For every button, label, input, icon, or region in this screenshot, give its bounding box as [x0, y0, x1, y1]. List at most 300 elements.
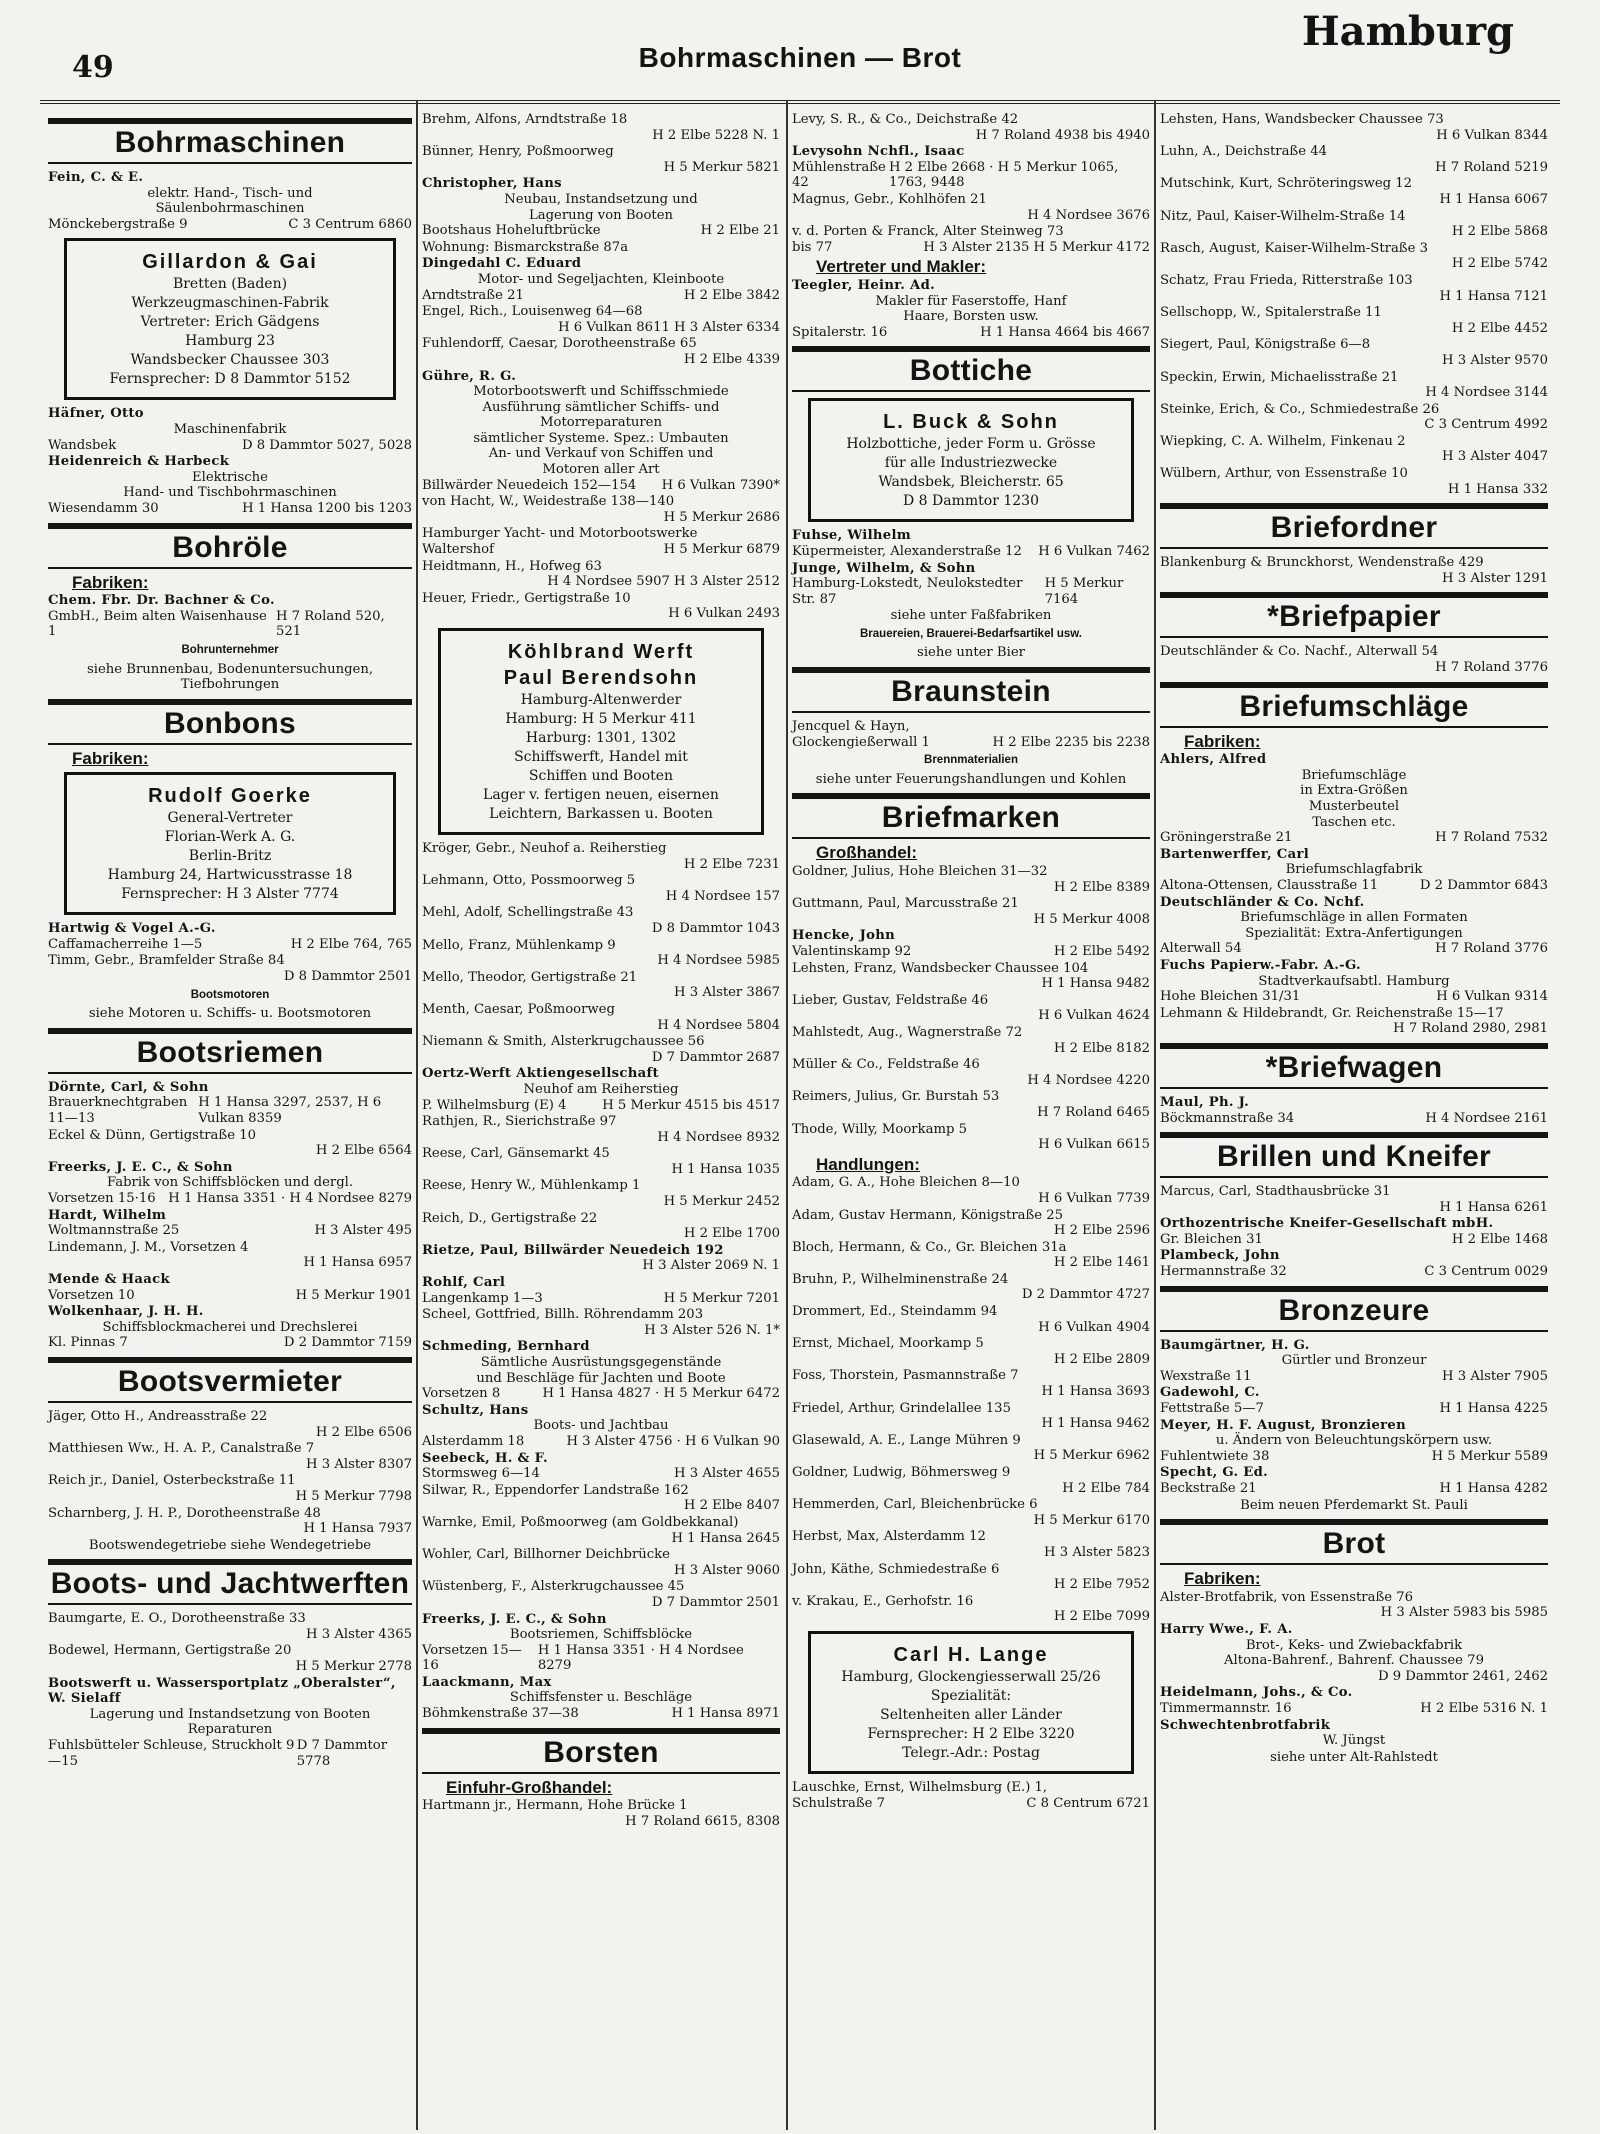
entry-address-row	[792, 1008, 1150, 1024]
entry-phone: H 5 Merkur 6962	[1033, 1448, 1150, 1464]
entry-phone: D 8 Dammtor 2501	[283, 969, 412, 985]
entry-address-row	[1160, 224, 1548, 240]
directory-entry	[1160, 466, 1548, 497]
entry-address: Beckstraße 21	[1160, 1481, 1257, 1496]
directory-entry	[422, 559, 780, 590]
directory-entry	[1160, 1590, 1548, 1621]
entry-description: Motoren aller Art	[542, 462, 660, 478]
entry-address-row	[792, 1384, 1150, 1400]
entry-name: Teegler, Heinr. Ad.	[792, 277, 935, 293]
entry-address-row	[1160, 289, 1548, 305]
entry-address-row	[48, 1143, 412, 1159]
entry-phone: H 1 Hansa 7121	[1439, 288, 1548, 304]
advertisement-line: Fernsprecher: D 8 Dammtor 5152	[109, 371, 351, 388]
directory-entry	[792, 864, 1150, 895]
entry-address-row	[48, 1335, 412, 1351]
subheading: Großhandel:	[816, 843, 918, 863]
entry-phone: H 2 Elbe 8389	[1053, 879, 1150, 895]
cross-reference-note: siehe unter Faßfabriken	[890, 608, 1052, 624]
entry-phone: D 2 Dammtor 6843	[1419, 877, 1548, 893]
entry-name: John, Käthe, Schmiedestraße 6	[792, 1561, 1000, 1577]
section-rule	[1160, 726, 1548, 728]
entry-name: Plambeck, John	[1160, 1248, 1280, 1264]
entry-description: Bootsriemen, Schiffsblöcke	[509, 1627, 693, 1643]
entry-address-row	[422, 1130, 780, 1146]
directory-entry	[1160, 1418, 1548, 1465]
entry-phone: H 1 Hansa 3351 · H 4 Nordsee 8279	[168, 1191, 412, 1206]
directory-entry	[1160, 1095, 1548, 1126]
cross-reference-note: Beim neuen Pferdemarkt St. Pauli	[1240, 1497, 1468, 1513]
section-heading	[48, 1357, 412, 1403]
section-title: *Briefpapier	[1267, 600, 1441, 634]
directory-entry	[792, 1208, 1150, 1239]
directory-entry	[1160, 1685, 1548, 1716]
entry-description: Briefumschläge in allen Formaten	[1240, 910, 1468, 926]
entry-address: Vorsetzen 15·16	[48, 1191, 156, 1206]
entry-address-row	[422, 1194, 780, 1210]
section-rule	[792, 711, 1150, 713]
directory-entry	[792, 192, 1150, 223]
entry-phone: H 2 Elbe 1468	[1451, 1231, 1548, 1247]
entry-address-row	[422, 128, 780, 144]
entry-address-row	[1160, 1449, 1548, 1465]
entry-description: Taschen etc.	[1312, 814, 1396, 830]
entry-address-row	[792, 912, 1150, 928]
entry-address-row	[422, 1563, 780, 1579]
entry-name: Guttmann, Paul, Marcusstraße 21	[792, 896, 1019, 912]
section-heading	[1160, 1043, 1548, 1089]
entry-phone: H 4 Nordsee 5907 H 3 Alster 2512	[547, 574, 780, 590]
entry-phone: H 2 Elbe 764, 765	[290, 936, 412, 952]
entry-address-row	[422, 1050, 780, 1066]
entry-phone: H 2 Elbe 784	[1062, 1480, 1150, 1496]
directory-entry	[422, 369, 780, 494]
entry-name: Menth, Caesar, Poßmoorweg	[422, 1001, 615, 1017]
entry-address: Timmermannstr. 16	[1160, 1700, 1292, 1716]
entry-name: Hencke, John	[792, 928, 895, 944]
entry-description: Maschinenfabrik	[173, 421, 287, 437]
entry-phone: H 5 Merkur 6170	[1033, 1512, 1150, 1528]
directory-entry	[792, 1780, 1150, 1811]
entry-address-row	[422, 542, 780, 558]
section-rule	[792, 390, 1150, 392]
advertisement-line: Berlin-Britz	[188, 848, 272, 865]
entry-name: Christopher, Hans	[422, 176, 562, 192]
entry-description: Makler für Faserstoffe, Hanf	[875, 293, 1067, 309]
entry-address-row	[792, 944, 1150, 960]
section-heading	[1160, 682, 1548, 728]
directory-entry	[48, 953, 412, 984]
entry-address-row	[1160, 417, 1548, 433]
advertisement-line: Telegr.-Adr.: Postag	[902, 1744, 1040, 1761]
directory-entry	[792, 719, 1150, 750]
entry-phone: H 5 Merkur 2778	[295, 1659, 412, 1675]
advertisement-line: Seltenheiten aller Länder	[880, 1706, 1062, 1723]
advertisement-box	[64, 772, 396, 915]
entry-name: Drommert, Ed., Steindamm 94	[792, 1304, 998, 1320]
entry-phone: H 6 Vulkan 8344	[1436, 127, 1548, 143]
entry-name: Harry Wwe., F. A.	[1160, 1621, 1293, 1637]
entry-address-row	[1160, 449, 1548, 465]
entry-address-row	[48, 501, 412, 517]
entry-name: Dingedahl C. Eduard	[422, 256, 582, 272]
entry-name: Dörnte, Carl, & Sohn	[48, 1079, 209, 1095]
entry-phone: H 3 Alster 1291	[1442, 570, 1548, 586]
section-title: Brot	[1322, 1527, 1386, 1561]
section-heading	[1160, 1286, 1548, 1332]
entry-phone: H 2 Elbe 5492	[1053, 944, 1150, 959]
section-rule	[1160, 1286, 1548, 1292]
entry-description: Neuhof am Reiherstieg	[523, 1081, 679, 1097]
directory-entry	[422, 1307, 780, 1338]
entry-address-row	[422, 1386, 780, 1402]
entry-address-row	[792, 1796, 1150, 1812]
entry-phone: H 2 Elbe 3842	[683, 287, 780, 303]
entry-address-row	[1160, 353, 1548, 369]
entry-phone: H 7 Roland 3776	[1435, 941, 1548, 957]
directory-entry	[792, 1368, 1150, 1399]
entry-address: Wexstraße 11	[1160, 1368, 1252, 1384]
advertisement-line: Holzbottiche, jeder Form u. Grösse	[846, 436, 1096, 453]
section-title: Bohrmaschinen	[114, 126, 346, 159]
directory-entry	[792, 561, 1150, 608]
entry-phone: C 8 Centrum 6721	[1026, 1795, 1150, 1811]
directory-entry	[422, 494, 780, 525]
entry-address-row	[1160, 830, 1548, 846]
directory-entry	[792, 1465, 1150, 1496]
entry-address: P. Wilhelmsburg (E) 4	[422, 1097, 567, 1113]
entry-address-row	[48, 1255, 412, 1271]
entry-name: Niemann & Smith, Alsterkrugchaussee 56	[422, 1034, 705, 1050]
section-rule	[48, 1559, 412, 1565]
entry-phone: H 3 Alster 5823	[1044, 1544, 1150, 1560]
section-rule	[1160, 1563, 1548, 1565]
subheading: Vertreter und Makler:	[816, 257, 987, 277]
entry-name: Orthozentrische Kneifer-Gesellschaft mbH.	[1160, 1216, 1494, 1232]
directory-column-2	[420, 112, 782, 2122]
entry-address-row	[1160, 1669, 1548, 1685]
entry-address-row	[792, 240, 1150, 256]
entry-name: Schmeding, Bernhard	[422, 1339, 590, 1355]
advertisement-line: Werkzeugmaschinen-Fabrik	[131, 295, 329, 312]
entry-name: Hartmann jr., Hermann, Hohe Brücke 1	[422, 1798, 688, 1814]
entry-address: Fuhlentwiete 38	[1160, 1448, 1270, 1464]
entry-address-row	[792, 976, 1150, 992]
entry-address-row	[422, 1098, 780, 1114]
subheading: Fabriken:	[1184, 1569, 1261, 1589]
entry-phone: H 1 Hansa 1200 bis 1203	[242, 500, 412, 516]
entry-phone: H 7 Roland 520, 521	[275, 608, 385, 640]
entry-name: Müller & Co., Feldstraße 46	[792, 1057, 980, 1073]
directory-entry	[792, 1529, 1150, 1560]
entry-address-row	[792, 1481, 1150, 1497]
entry-address: Bootshaus Hoheluftbrücke	[422, 223, 601, 239]
section-rule	[1160, 682, 1548, 688]
directory-entry	[792, 1122, 1150, 1153]
section-heading	[792, 346, 1150, 392]
entry-name: Rietze, Paul, Billwärder Neuedeich 192	[422, 1242, 724, 1258]
entry-phone: H 1 Hansa 3297, 2537, H 6 Vulkan 8359	[198, 1095, 382, 1127]
advertisement-line: Florian-Werk A. G.	[164, 829, 296, 846]
advertisement-line: Leichtern, Barkassen u. Booten	[489, 806, 713, 822]
section-heading	[48, 699, 412, 745]
entry-address-row	[792, 1320, 1150, 1336]
section-rule	[1160, 1087, 1548, 1089]
entry-address-row	[422, 953, 780, 969]
entry-address: Fuhlsbütteler Schleuse, Struckholt 9—15	[48, 1738, 295, 1769]
section-title: *Briefwagen	[1265, 1050, 1443, 1084]
directory-entry	[48, 1240, 412, 1271]
running-title: Bohrmaschinen — Brot	[638, 42, 962, 73]
subheading: Fabriken:	[72, 748, 149, 768]
directory-entry	[792, 1175, 1150, 1206]
section-heading	[422, 1728, 780, 1774]
entry-phone: D 9 Dammtor 2461, 2462	[1377, 1668, 1548, 1684]
entry-description: Musterbeutel	[1308, 799, 1400, 814]
column-divider	[416, 100, 418, 2130]
entry-phone: H 3 Alster 4655	[674, 1466, 780, 1482]
entry-address-row	[792, 1105, 1150, 1121]
entry-phone: H 1 Hansa 6261	[1439, 1199, 1548, 1215]
entry-name: Hemmerden, Carl, Bleichenbrücke 6	[792, 1497, 1038, 1513]
directory-entry	[48, 1409, 412, 1440]
entry-phone: H 6 Vulkan 4624	[1038, 1008, 1150, 1024]
entry-phone: H 2 Elbe 2235 bis 2238	[992, 734, 1150, 750]
entry-phone: H 3 Alster 4756 · H 6 Vulkan 90	[566, 1433, 780, 1449]
cross-reference-heading: Bohrunternehmer	[181, 643, 279, 656]
entry-name: Steinke, Erich, & Co., Schmiedestraße 26	[1160, 401, 1440, 417]
directory-entry	[422, 841, 780, 872]
entry-phone: H 7 Roland 6465	[1037, 1104, 1150, 1120]
entry-description: Reparaturen	[187, 1722, 273, 1738]
directory-entry	[422, 1675, 780, 1722]
entry-phone: H 5 Merkur 7164	[1044, 576, 1124, 607]
entry-description: Neubau, Instandsetzung und	[504, 191, 698, 207]
entry-address-row	[792, 1137, 1150, 1153]
entry-name: Luhn, A., Deichstraße 44	[1160, 144, 1328, 160]
cross-reference-note: Bootswendegetriebe siehe Wendegetriebe	[88, 1537, 372, 1553]
entry-address-row	[1160, 1021, 1548, 1037]
directory-entry	[1160, 958, 1548, 1005]
entry-phone: H 1 Hansa 8971	[671, 1706, 780, 1722]
entry-address-row	[422, 889, 780, 905]
entry-address: Hamburg-Lokstedt, Neulokstedter Str. 87	[792, 576, 1023, 607]
section-rule	[48, 118, 412, 124]
entry-name: Reich, D., Gertigstraße 22	[422, 1210, 598, 1226]
entry-address-row	[1160, 1481, 1548, 1497]
entry-address-row	[48, 217, 412, 233]
section-heading	[48, 1028, 412, 1074]
entry-address-row	[422, 1018, 780, 1034]
entry-address-row	[48, 609, 412, 640]
entry-address: Vorsetzen 10	[48, 1287, 135, 1303]
directory-entry	[792, 961, 1150, 992]
entry-address: Alterwall 54	[1160, 941, 1242, 957]
entry-address: Spitalerstr. 16	[792, 324, 888, 340]
entry-phone: H 1 Hansa 4827 · H 5 Merkur 6472	[542, 1386, 780, 1402]
directory-entry	[792, 1240, 1150, 1271]
entry-name: Thode, Willy, Moorkamp 5	[792, 1121, 967, 1137]
section-rule	[1160, 1330, 1548, 1332]
entry-name: Lehmann, Otto, Possmoorweg 5	[422, 873, 636, 889]
section-title: Briefordner	[1270, 511, 1438, 545]
entry-phone: H 1 Hansa 332	[1447, 481, 1548, 497]
directory-entry	[792, 1336, 1150, 1367]
entry-name: Adam, Gustav Hermann, Königstraße 25	[792, 1207, 1064, 1223]
entry-address-row	[422, 1531, 780, 1547]
entry-phone: H 1 Hansa 3693	[1041, 1384, 1150, 1400]
entry-address-row	[792, 1255, 1150, 1271]
entry-name: Häfner, Otto	[48, 406, 144, 422]
advertisement-line: Lager v. fertigen neuen, eisernen	[483, 787, 719, 803]
entry-phone: H 2 Elbe 5868	[1451, 224, 1548, 240]
directory-entry	[1160, 1385, 1548, 1416]
entry-address: Vorsetzen 8	[422, 1386, 501, 1402]
entry-address-row	[422, 1814, 780, 1830]
directory-entry	[792, 896, 1150, 927]
directory-entry	[48, 1080, 412, 1127]
entry-name: Freerks, J. E. C., & Sohn	[48, 1159, 233, 1175]
entry-address: Schulstraße 7	[792, 1795, 886, 1811]
cross-reference-note: siehe unter Feuerungshandlungen und Kohlen	[815, 771, 1127, 787]
entry-name: Oertz-Werft Aktiengesellschaft	[422, 1066, 659, 1082]
entry-name: Magnus, Gebr., Kohlhöfen 21	[792, 191, 987, 207]
entry-address-row	[422, 1323, 780, 1339]
entry-address-row	[1160, 941, 1548, 957]
entry-address-row	[48, 1659, 412, 1675]
entry-phone: H 7 Roland 2980, 2981	[1393, 1021, 1548, 1037]
entry-phone: H 3 Alster 5983 bis 5985	[1380, 1605, 1548, 1621]
entry-name: Bootswerft u. Wassersportplatz „Oberalster“, W. Sielaff	[48, 1675, 396, 1707]
entry-address-row	[792, 1416, 1150, 1432]
section-heading	[1160, 1519, 1548, 1565]
directory-entry	[422, 1483, 780, 1514]
entry-description: Sämtliche Ausrüstungsgegenstände	[480, 1355, 722, 1370]
entry-description: in Extra-Größen	[1300, 783, 1408, 799]
directory-entry	[422, 1034, 780, 1065]
entry-description: Motor- und Segeljachten, Kleinboote	[477, 271, 725, 287]
directory-entry	[422, 176, 780, 238]
entry-phone: H 5 Merkur 6879	[663, 542, 780, 558]
entry-address-row	[792, 576, 1150, 607]
entry-name: Fuchs Papierw.-Fabr. A.-G.	[1160, 957, 1361, 973]
advertisement-line: Schiffen und Booten	[528, 768, 674, 784]
entry-name: Jäger, Otto H., Andreasstraße 22	[48, 1408, 268, 1424]
directory-entry	[422, 1146, 780, 1177]
entry-description: Altona-Bahrenf., Bahrenf. Chaussee 79	[1224, 1653, 1484, 1669]
entry-name: Herbst, Max, Alsterdamm 12	[792, 1529, 986, 1545]
entry-address-row	[422, 857, 780, 873]
entry-name: Reese, Carl, Gänsemarkt 45	[422, 1146, 610, 1162]
directory-entry	[48, 1611, 412, 1642]
entry-phone: H 1 Hansa 3351 · H 4 Nordsee 8279	[537, 1642, 744, 1674]
section-rule	[1160, 1176, 1548, 1178]
entry-address-row	[792, 128, 1150, 144]
entry-name: v. d. Porten & Franck, Alter Steinweg 73	[792, 224, 1064, 240]
entry-phone: H 1 Hansa 9482	[1041, 976, 1150, 992]
entry-name: Bartenwerffer, Carl	[1160, 846, 1310, 862]
entry-name: Rohlf, Carl	[422, 1275, 506, 1291]
entry-address-row	[48, 937, 412, 953]
entry-phone: H 2 Elbe 7952	[1053, 1577, 1150, 1593]
entry-name: Wolkenhaar, J. H. H.	[48, 1304, 204, 1320]
directory-entry	[1160, 1465, 1548, 1496]
subheading: Fabriken:	[72, 572, 149, 592]
entry-name: Schatz, Frau Frieda, Ritterstraße 103	[1160, 272, 1413, 288]
directory-entry	[1160, 1006, 1548, 1037]
directory-entry	[422, 1798, 780, 1829]
directory-entry	[422, 970, 780, 1001]
entry-name: Bruhn, P., Wilhelminenstraße 24	[792, 1271, 1009, 1287]
entry-phone: H 1 Hansa 1035	[671, 1161, 780, 1177]
section-heading	[48, 1559, 412, 1605]
entry-name: Timm, Gebr., Bramfelder Straße 84	[48, 953, 285, 969]
advertisement-line: Hamburg-Altenwerder	[520, 692, 682, 708]
entry-name: Maul, Ph. J.	[1160, 1094, 1250, 1110]
entry-phone: H 3 Alster 2135 H 5 Merkur 4172	[923, 239, 1150, 255]
entry-name: Adam, G. A., Hohe Bleichen 8—10	[792, 1175, 1020, 1191]
entry-address: Wandsbek	[48, 437, 117, 453]
advertisement-line: Wandsbecker Chaussee 303	[130, 352, 330, 369]
entry-address: Glockengießerwall 1	[792, 734, 930, 750]
entry-name: Lieber, Gustav, Feldstraße 46	[792, 992, 989, 1008]
advertisement-line: Carl H. Lange	[893, 1643, 1049, 1666]
directory-entry	[422, 1579, 780, 1610]
entry-name: Reich jr., Daniel, Osterbeckstraße 11	[48, 1473, 296, 1489]
entry-address-row	[1160, 1401, 1548, 1417]
directory-entry	[1160, 1216, 1548, 1247]
entry-description: Gürtler und Bronzeur	[1281, 1353, 1427, 1369]
entry-phone: D 8 Dammtor 1043	[651, 920, 780, 936]
entry-name: Ahlers, Alfred	[1160, 752, 1267, 768]
entry-phone: H 6 Vulkan 7462	[1038, 543, 1150, 559]
entry-address-row	[1160, 385, 1548, 401]
header-rule	[40, 100, 1560, 104]
directory-entry	[792, 1025, 1150, 1056]
entry-address: Küpermeister, Alexanderstraße 12	[792, 543, 1022, 559]
directory-entry	[422, 144, 780, 175]
entry-phone: H 2 Elbe 5316 N. 1	[1420, 1700, 1548, 1716]
entry-address: Böhmkenstraße 37—38	[422, 1706, 579, 1722]
directory-entry	[422, 336, 780, 367]
entry-address: Alsterdamm 18	[422, 1433, 525, 1449]
city-title: Hamburg	[1301, 8, 1514, 55]
entry-phone: D 8 Dammtor 5027, 5028	[241, 437, 412, 453]
advertisement-line: für alle Industriezwecke	[884, 455, 1058, 472]
entry-name: Wohnung: Bismarckstraße 87a	[422, 239, 629, 255]
entry-name: Fuhlendorff, Caesar, Dorotheenstraße 65	[422, 336, 697, 352]
directory-entry	[792, 1089, 1150, 1120]
advertisement-line: L. Buck & Sohn	[883, 411, 1059, 434]
section-rule	[792, 837, 1150, 839]
advertisement-box	[808, 398, 1134, 522]
section-title: Bottiche	[909, 354, 1033, 388]
entry-address-row	[422, 1226, 780, 1242]
entry-address: Gr. Bleichen 31	[1160, 1231, 1263, 1247]
section-heading	[48, 523, 412, 569]
entry-phone: H 2 Elbe 5742	[1451, 256, 1548, 272]
entry-name: Lauschke, Ernst, Wilhelmsburg (E.) 1,	[792, 1779, 1048, 1795]
entry-phone: H 7 Roland 7532	[1435, 830, 1548, 846]
entry-description: An- und Verkauf von Schiffen und	[488, 446, 714, 462]
section-rule	[48, 1357, 412, 1363]
entry-phone: H 5 Merkur 1901	[295, 1287, 412, 1303]
entry-phone: D 2 Dammtor 4727	[1021, 1287, 1150, 1303]
entry-name: von Hacht, W., Weidestraße 138—140	[422, 494, 675, 510]
entry-address-row	[1160, 321, 1548, 337]
advertisement-box	[64, 238, 396, 400]
entry-name: Deutschländer & Co. Nachf., Alterwall 54	[1160, 644, 1439, 660]
